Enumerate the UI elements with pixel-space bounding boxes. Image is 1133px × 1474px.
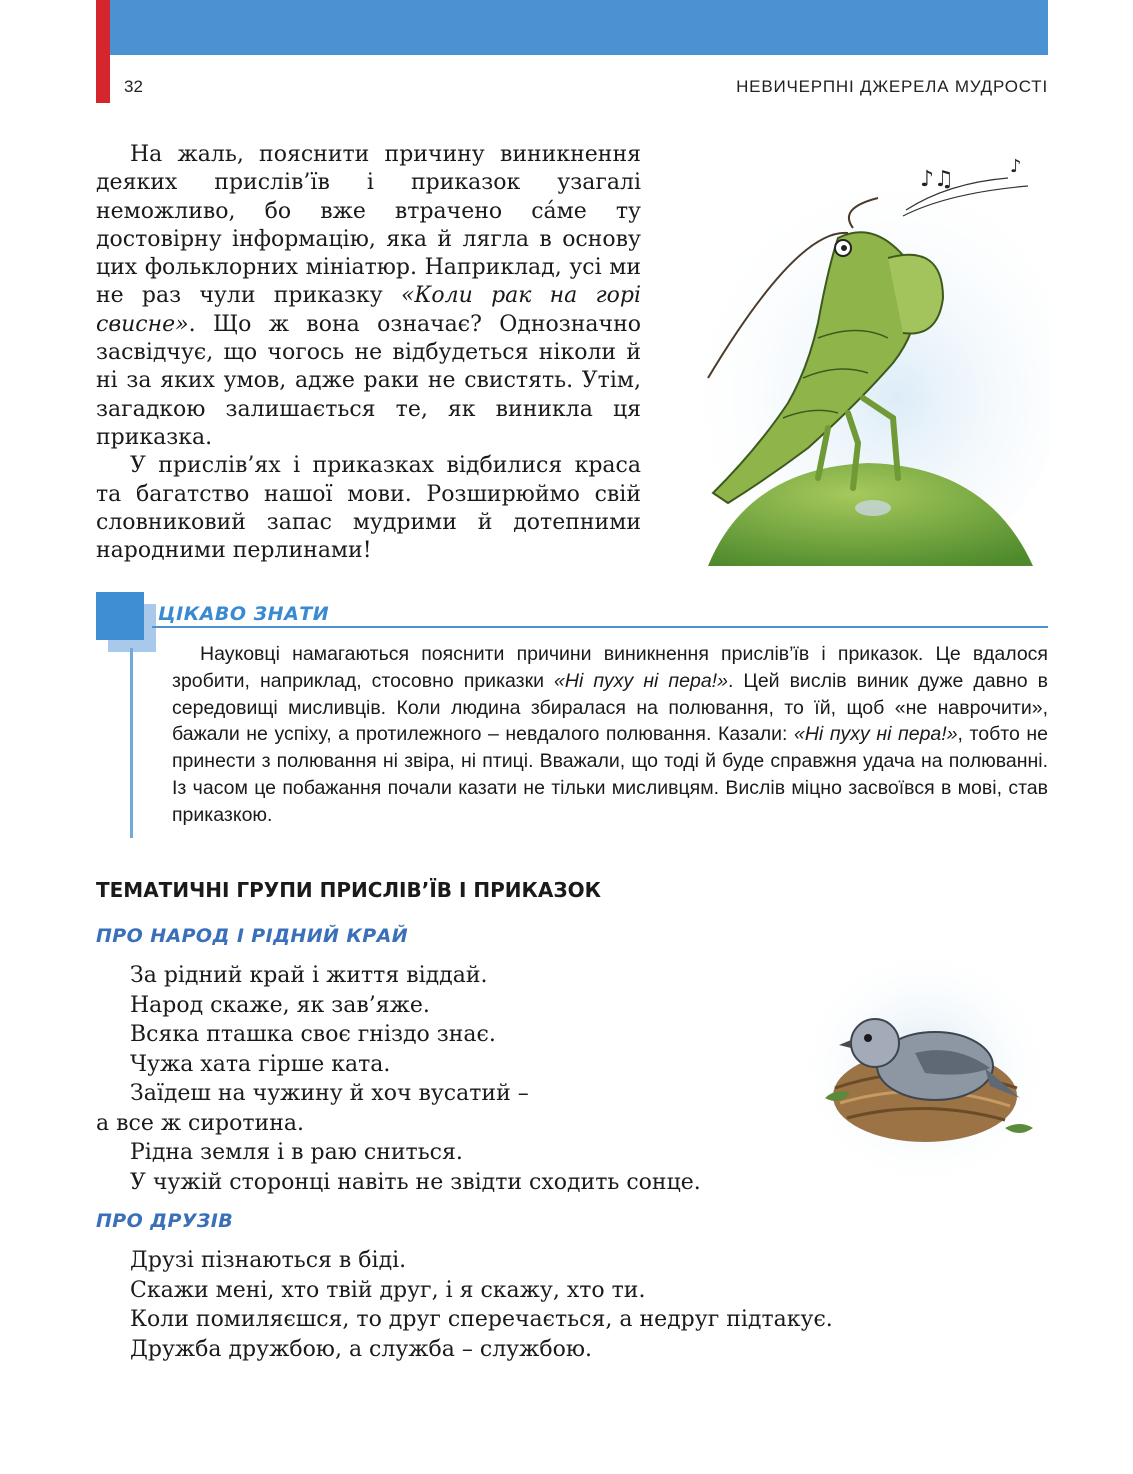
fact-box-text: Науковці намагаються пояснити причини виникнення прислів’їв і приказок. Це вдалося зробити, наприклад, стосовно приказки «Ні пуху ні пера!». Цей вислів виник дуже давно в середовищі мисливців. Коли людина збиралася на полювання, то їй, щоб «не наврочити», бажали не успіху, а протилежного – невдалого полювання. Казали: «Ні пуху ні пера!», тобто не принести з полювання ні звіра, ні птиці. Вважали, що тоді й буде справжня удача на полюванні. Із часом це побажання почали казати не тільки мисливцям. Вислів міцно засвоївся в мові, став приказкою.: [172, 643, 1048, 826]
fact-box-border: [130, 648, 133, 838]
proverb-line: Заїдеш на чужину й хоч вусатий –: [130, 1081, 529, 1106]
proverb-line: Чужа хата гірше ката.: [130, 1051, 391, 1077]
svg-text:♪♫: ♪♫: [920, 167, 954, 192]
fact-box-divider: [152, 626, 1048, 628]
intro-text: [96, 141, 641, 565]
group-heading-homeland: ПРО НАРОД І РІДНИЙ КРАЙ: [96, 925, 408, 947]
proverb-line: Скажи мені, хто твій друг, і я скажу, хто ти.: [130, 1277, 646, 1303]
group-heading-friends: ПРО ДРУЗІВ: [96, 1210, 234, 1232]
intro-paragraph-1: На жаль, пояснити причину виникнення деяких прислів’їв і приказок узагалі неможливо, бо вже втрачено са́ме ту достовірну інформацію, яка й лягла в основу цих фольклорних мініатюр. Наприклад, усі ми не раз чули приказку «Коли рак на горі свисне». Що ж вона означає? Однозначно засвідчує, що чогось не відбудеться ніколи й ні за яких умов, адже раки не свистять. Утім, загадкою залишається те, як виникла ця приказка.: [96, 142, 641, 450]
proverb-line: Всяка пташка своє гніздо знає.: [130, 1022, 496, 1047]
intro-paragraph-2: У прислів’ях і приказках відбилися краса та багатство нашої мови. Розширюймо свій словниковий запас мудрими й дотепними народними перлинами!: [96, 453, 641, 564]
proverb-line: Рідна земля і в раю сниться.: [130, 1140, 463, 1165]
bird-nest-illustration: [805, 948, 1045, 1183]
section-heading: ТЕМАТИЧНІ ГРУПИ ПРИСЛІВ’ЇВ І ПРИКАЗОК: [96, 878, 601, 902]
fact-box: [96, 592, 1048, 842]
proverb-list-homeland: [96, 961, 701, 1197]
proverb-line: У чужій сторонці навіть не звідти сходить сонце.: [130, 1169, 701, 1195]
svg-text:♪: ♪: [1010, 156, 1022, 177]
fact-quote-1: «Ні пуху ні пера!»: [554, 669, 728, 692]
crayfish-illustration: [688, 148, 1050, 566]
proverb-line: Народ скаже, як зав’яже.: [130, 992, 430, 1018]
fact-box-title: ЦІКАВО ЗНАТИ: [158, 603, 330, 625]
proverb-line: Друзі пізнаються в біді.: [130, 1248, 407, 1273]
proverb-line: Дружба дружбою, а служба – службою.: [130, 1336, 592, 1362]
proverb-quote: «Коли рак на горі свисне»: [96, 283, 641, 337]
proverb-line: Коли помиляєшся, то друг сперечається, а недруг підтакує.: [130, 1307, 833, 1332]
running-title: НЕВИЧЕРПНІ ДЖЕРЕЛА МУДРОСТІ: [736, 77, 1048, 96]
page-number: 32: [124, 77, 143, 96]
proverb-line: За рідний край і життя віддай.: [130, 963, 488, 988]
proverb-list-friends: [96, 1246, 833, 1364]
header-accent-strip: [96, 0, 110, 103]
header-bar: [96, 0, 1048, 55]
proverb-line-continuation: а все ж сиротина.: [96, 1110, 304, 1136]
fact-quote-2: «Ні пуху ні пера!»: [794, 723, 958, 746]
fact-box-square: [96, 592, 144, 640]
